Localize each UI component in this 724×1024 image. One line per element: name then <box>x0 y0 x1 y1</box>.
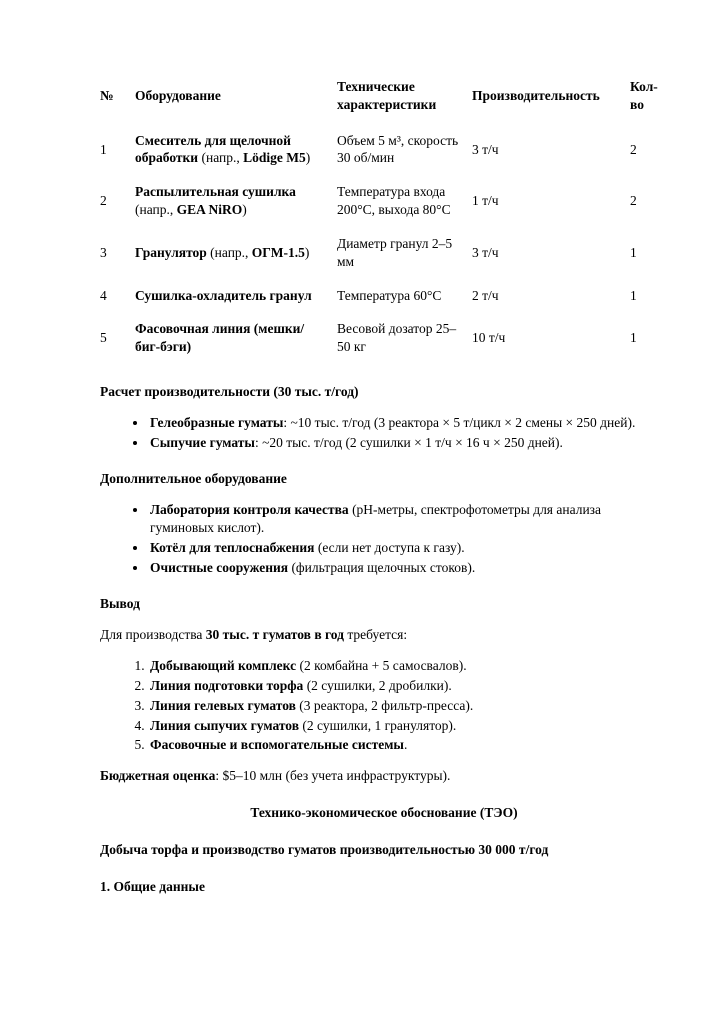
table-row <box>100 279 668 313</box>
cell-qty: 1 <box>630 244 637 260</box>
section-1-heading: 1. Общие данные <box>100 878 205 894</box>
list-item: 2. Линия подготовки торфа (2 сушилки, 2 дробилки). <box>148 677 668 695</box>
calc-list <box>100 414 668 452</box>
cell-specs: Температура 60°С <box>337 287 442 303</box>
feasibility-title: Технико-экономическое обоснование (ТЭО) <box>250 804 518 820</box>
header-equipment: Оборудование <box>135 87 221 103</box>
cell-num: 1 <box>100 141 107 157</box>
additional-heading: Дополнительное оборудование <box>100 471 287 487</box>
cell-equipment: Фасовочная линия (мешки/биг-бэги) <box>135 321 305 355</box>
table-row <box>100 124 668 176</box>
header-specs: Технические характеристики <box>337 79 437 112</box>
cell-equipment: Распылительная сушилка (напр., GEA NiRO) <box>135 184 296 218</box>
additional-list <box>100 501 668 576</box>
cell-qty: 1 <box>630 330 637 346</box>
list-item: 5. Фасовочные и вспомогательные системы. <box>148 736 668 754</box>
header-num: № <box>100 87 114 103</box>
list-item: • Лаборатория контроля качества (pH-метры, спектрофотометры для анализа гуминовых кислот). <box>148 501 668 537</box>
cell-equipment: Смеситель для щелочной обработки (напр., Lödige M5) <box>135 132 311 166</box>
list-item: • Очистные сооружения (фильтрация щелочных стоков). <box>148 559 668 577</box>
feasibility-subtitle: Добыча торфа и производство гуматов производительностью 30 000 т/год <box>100 841 549 857</box>
list-item: 1. Добывающий комплекс (2 комбайна + 5 самосвалов). <box>148 657 668 675</box>
cell-qty: 2 <box>630 193 637 209</box>
table-row <box>100 312 668 364</box>
cell-equipment: Сушилка-охладитель гранул <box>135 287 312 303</box>
table-row <box>100 175 668 227</box>
cell-qty: 1 <box>630 287 637 303</box>
cell-num: 3 <box>100 244 107 260</box>
conclusion-heading: Вывод <box>100 596 140 612</box>
list-item: • Котёл для теплоснабжения (если нет доступа к газу). <box>148 539 668 557</box>
cell-equipment: Гранулятор (напр., ОГМ-1.5) <box>135 244 310 260</box>
cell-capacity: 1 т/ч <box>472 193 499 209</box>
equipment-table <box>100 76 668 364</box>
list-item: • Гелеобразные гуматы: ~10 тыс. т/год (3 реактора × 5 т/цикл × 2 смены × 250 дней). <box>148 414 668 432</box>
table-row <box>100 227 668 279</box>
list-item: 3. Линия гелевых гуматов (3 реактора, 2 фильтр-пресса). <box>148 697 668 715</box>
budget-estimate: Бюджетная оценка: $5–10 млн (без учета инфраструктуры). <box>100 768 451 784</box>
cell-specs: Весовой дозатор 25–50 кг <box>337 321 457 355</box>
cell-num: 4 <box>100 287 107 303</box>
table-header-row <box>100 76 668 124</box>
cell-num: 5 <box>100 330 107 346</box>
cell-qty: 2 <box>630 141 637 157</box>
cell-capacity: 3 т/ч <box>472 244 499 260</box>
cell-capacity: 10 т/ч <box>472 330 506 346</box>
cell-capacity: 2 т/ч <box>472 287 499 303</box>
cell-num: 2 <box>100 193 107 209</box>
header-qty: Кол-во <box>630 79 658 112</box>
cell-specs: Объем 5 м³, скорость 30 об/мин <box>337 132 459 166</box>
list-item: • Сыпучие гуматы: ~20 тыс. т/год (2 сушилки × 1 т/ч × 16 ч × 250 дней). <box>148 434 668 452</box>
header-capacity: Производительность <box>472 87 600 103</box>
list-item: 4. Линия сыпучих гуматов (2 сушилки, 1 гранулятор). <box>148 717 668 735</box>
conclusion-list <box>100 657 668 754</box>
cell-specs: Температура входа 200°С, выхода 80°С <box>337 184 451 218</box>
cell-capacity: 3 т/ч <box>472 141 499 157</box>
calc-heading: Расчет производительности (30 тыс. т/год) <box>100 383 359 399</box>
cell-specs: Диаметр гранул 2–5 мм <box>337 235 453 269</box>
conclusion-intro: Для производства 30 тыс. т гуматов в год требуется: <box>100 627 408 643</box>
